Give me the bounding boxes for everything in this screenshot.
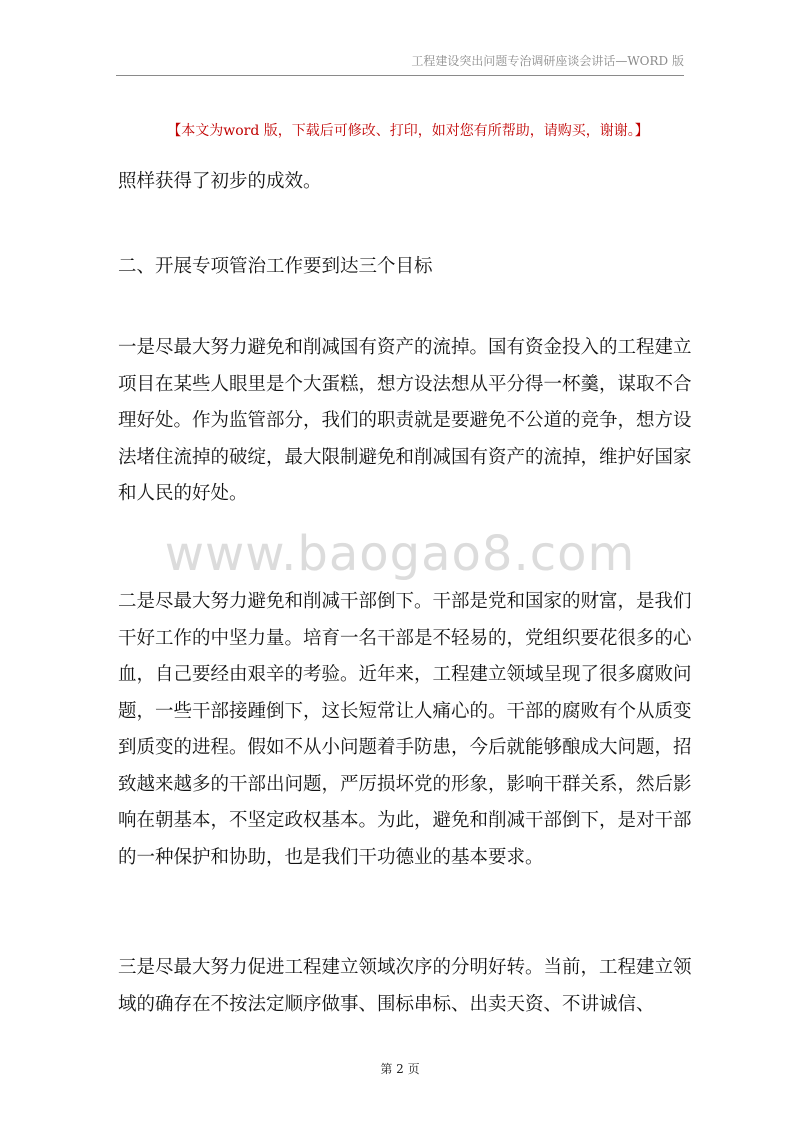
paragraph-continuation: 照样获得了初步的成效。 <box>118 171 322 192</box>
section-heading: 二、开展专项管治工作要到达三个目标 <box>118 256 433 277</box>
download-notice: 【本文为word 版，下载后可修改、打印，如对您有所帮助，请购买，谢谢。】 <box>167 123 649 139</box>
page-number: 第 2 页 <box>380 1062 420 1076</box>
paragraph-goal-two: 二是尽最大努力避免和削减干部倒下。干部是党和国家的财富，是我们干好工作的中坚力量。培育一名干部是不轻易的，党组织要花很多的心血，自己要经由艰辛的考验。近年来，工程建立领域呈现了很多腐败问题，一些干部接踵倒下，这长短常让人痛心的。干部的腐败有个从质变到质变的进程。假如不从小问题着手防患，今后就能够酿成大问题，招致越来越多的干部出问题，严厉损坏党的形象，影响干群关系，然后影响在朝基本，不坚定政权基本。为此，避免和削减干部倒下，是对干部的一种保护和协助，也是我们干功德业的基本要求。 <box>118 591 692 868</box>
paragraph-goal-three: 三是尽最大努力促进工程建立领域次序的分明好转。当前，工程建立领域的确存在不按法定顺序做事、围标串标、出卖天资、不讲诚信、 <box>118 957 692 1015</box>
paragraph-goal-one: 一是尽最大努力避免和削减国有资产的流掉。国有资金投入的工程建立项目在某些人眼里是个大蛋糕，想方设法想从平分得一杯羹，谋取不合理好处。作为监管部分，我们的职责就是要避免不公道的竞争，想方设法堵住流掉的破绽，最大限制避免和削减国有资产的流掉，维护好国家和人民的好处。 <box>118 337 692 504</box>
running-header: 工程建设突出问题专治调研座谈会讲话—WORD 版 <box>116 52 684 76</box>
watermark: www.baogao8.com <box>164 526 636 582</box>
